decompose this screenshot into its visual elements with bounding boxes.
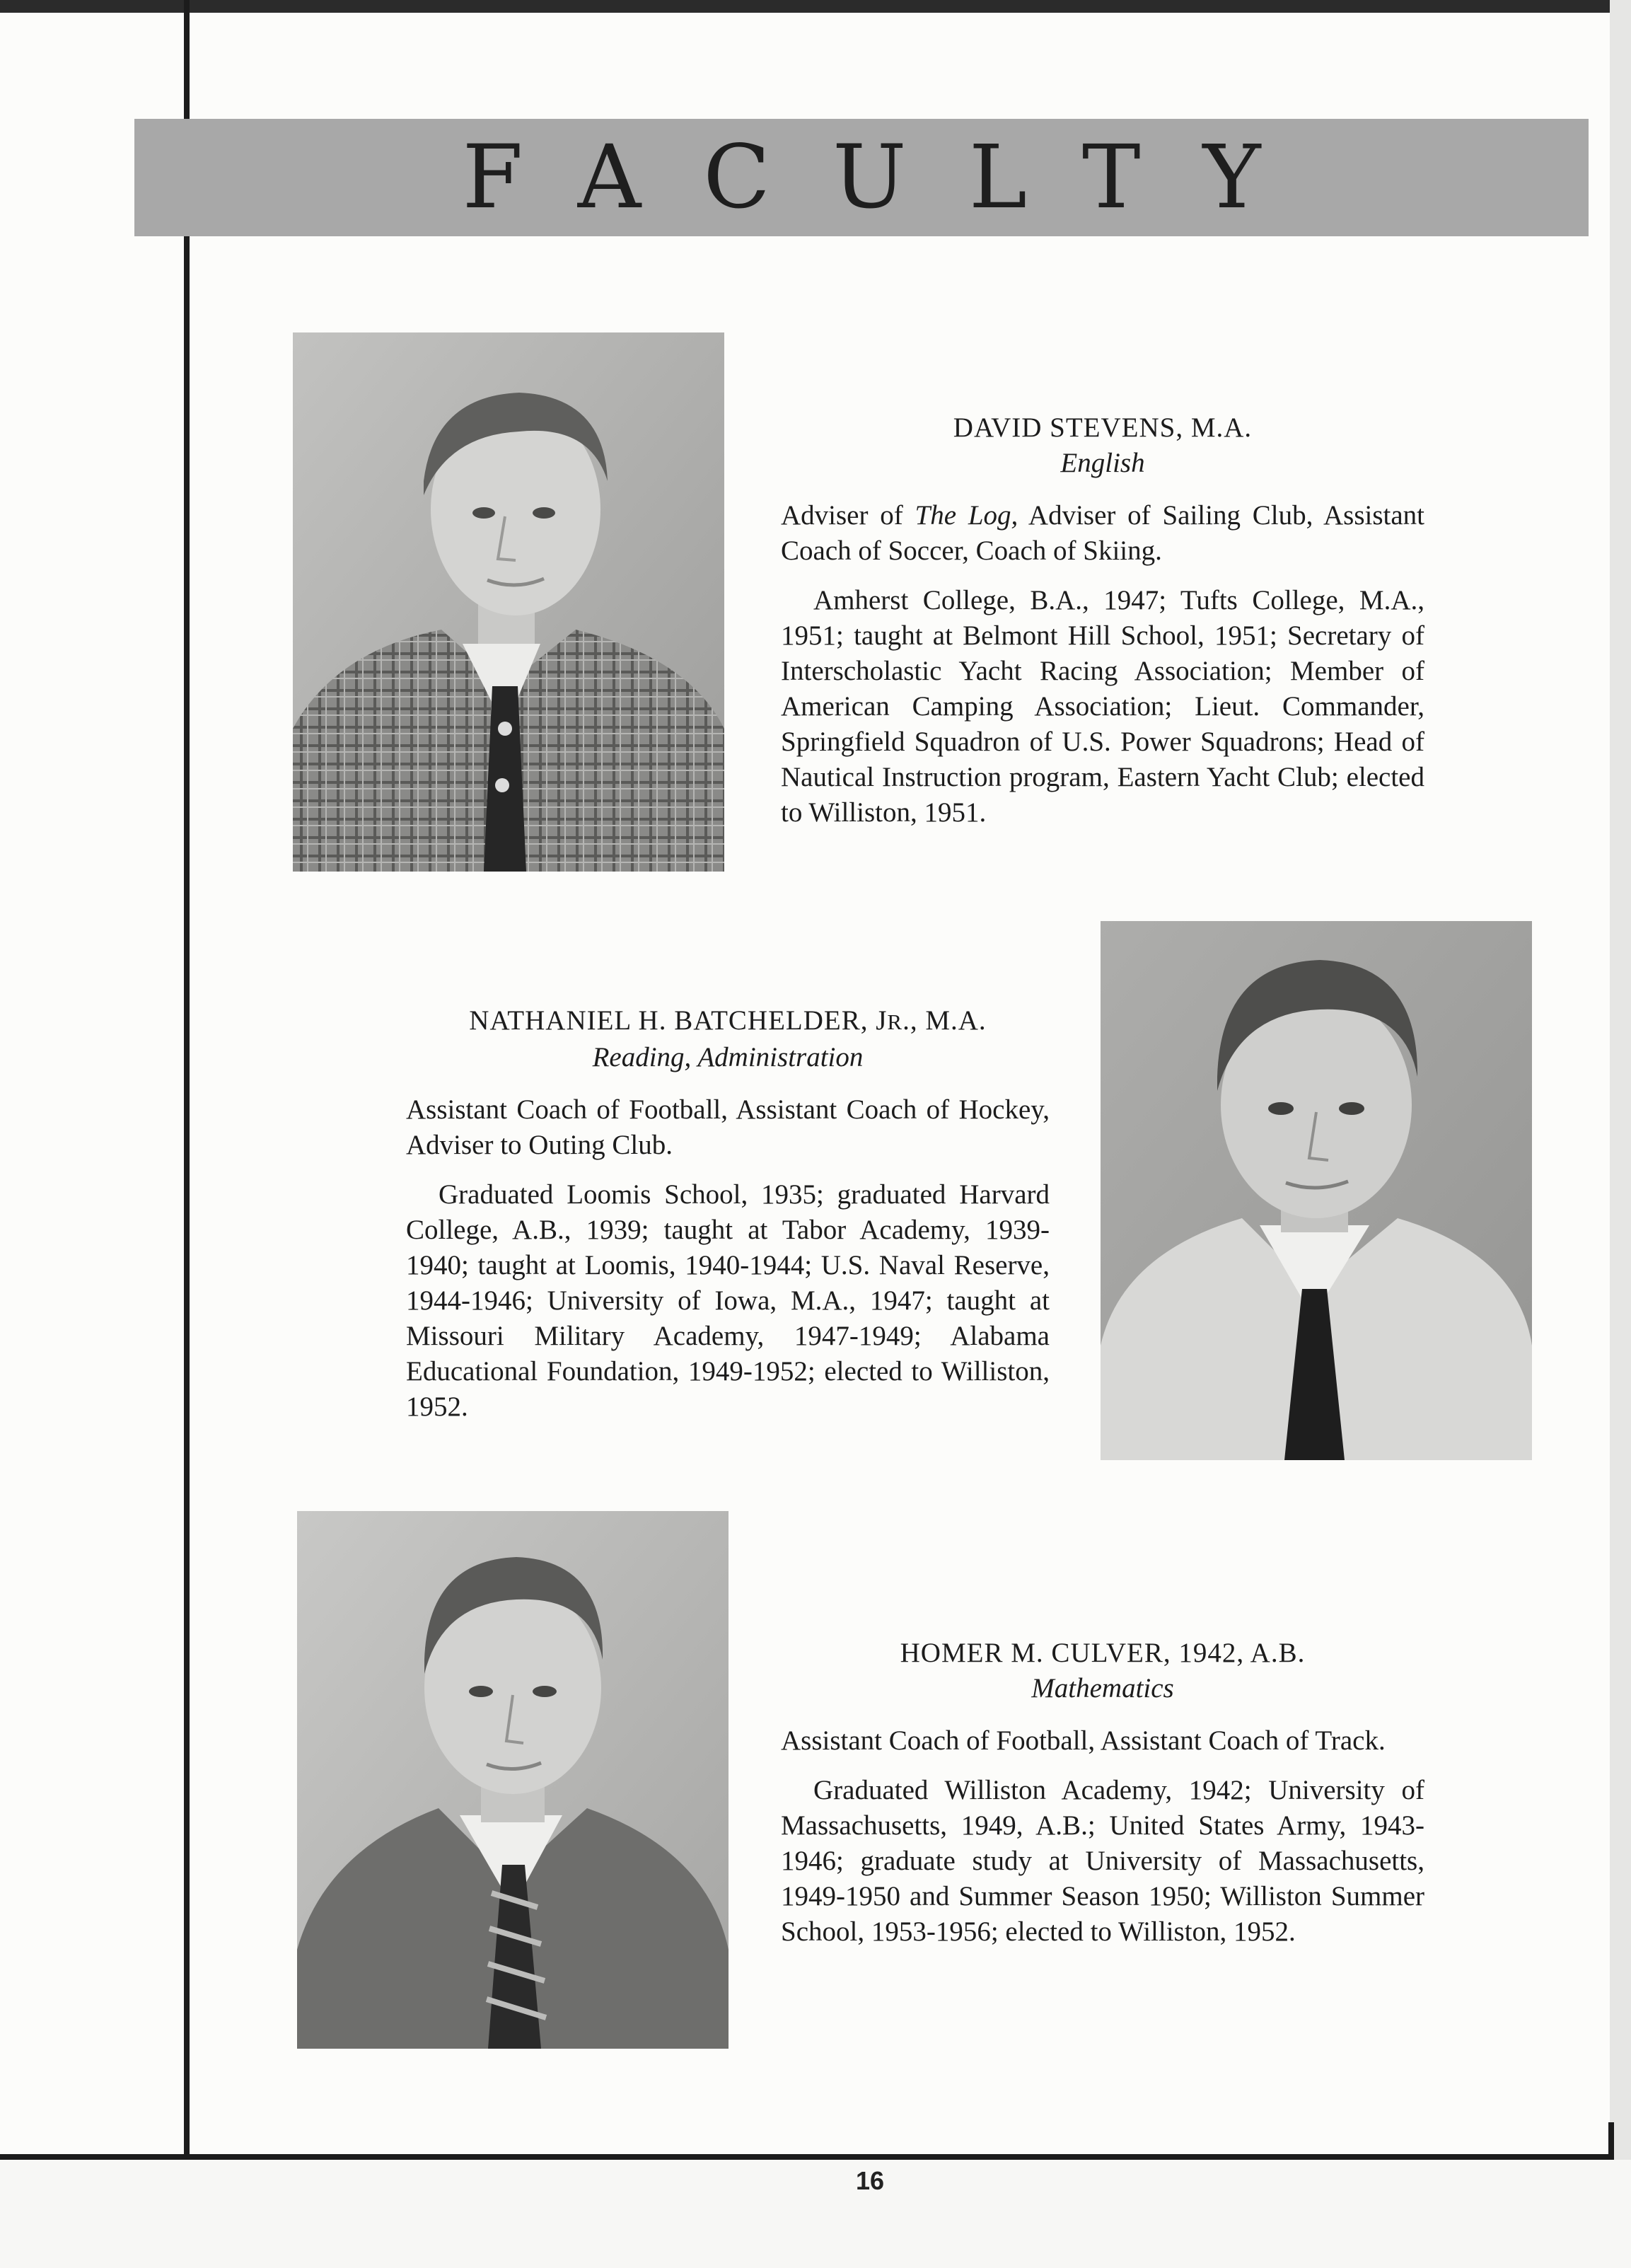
faculty-duties: Assistant Coach of Football, Assistant Coach of Track. bbox=[781, 1725, 1386, 1756]
left-vertical-rule bbox=[184, 0, 190, 2268]
name-text: NATHANIEL H. BATCHELDER, J bbox=[469, 1005, 888, 1036]
right-margin bbox=[1610, 0, 1631, 2268]
bio-homer-culver bbox=[781, 1636, 1424, 1964]
right-corner-rule bbox=[1608, 2122, 1614, 2160]
faculty-bio: Graduated Loomis School, 1935; graduated Harvard College, A.B., 1939; taught at Tabor Academy, 1939-1940; taught at Loomis, 1940-1944; U.S. Naval Reserve, 1944-1946; University of Iowa, M.A., 1947; taught at Missouri Military Academy, 1947-1949; Alabama Educational Foundation, 1949-1952; elected to Williston, 1952. bbox=[406, 1179, 1050, 1422]
faculty-name: DAVID STEVENS, M.A. bbox=[953, 412, 1253, 443]
faculty-subject: English bbox=[1060, 448, 1145, 478]
name-text: ., M.A. bbox=[902, 1005, 987, 1036]
name-small-caps: R bbox=[887, 1009, 903, 1034]
title-banner bbox=[134, 119, 1589, 236]
faculty-name: HOMER M. CULVER, 1942, A.B. bbox=[900, 1638, 1306, 1668]
bio-david-stevens bbox=[781, 410, 1424, 845]
faculty-subject: Mathematics bbox=[1031, 1673, 1174, 1703]
faculty-duties bbox=[781, 498, 1424, 569]
faculty-bio: Graduated Williston Academy, 1942; University of Massachusetts, 1949, A.B.; United States Army, 1943-1946; graduate study at University of Massachusetts, 1949-1950 and Summer Season 1950; Williston Summer School, 1953-1956; elected to Williston, 1952. bbox=[781, 1775, 1424, 1947]
bottom-margin bbox=[0, 2160, 1631, 2268]
portrait-nathaniel-batchelder bbox=[1101, 921, 1532, 1460]
faculty-duties: Assistant Coach of Football, Assistant Coach of Hockey, Adviser to Outing Club. bbox=[406, 1094, 1050, 1160]
faculty-subject: Reading, Administration bbox=[592, 1042, 864, 1072]
page-title: FACULTY bbox=[462, 127, 1323, 228]
top-edge bbox=[0, 0, 1631, 13]
portrait-homer-culver bbox=[297, 1511, 729, 2049]
publication-title: The Log, bbox=[915, 500, 1018, 531]
page-number: 16 bbox=[855, 2166, 885, 2195]
bottom-horizontal-rule bbox=[0, 2154, 1614, 2160]
portrait-david-stevens bbox=[293, 332, 724, 872]
duties-text: Adviser of bbox=[781, 500, 915, 531]
duties-text: Adviser of Sailing Club, Assistant Coach of Soccer, Coach of Skiing. bbox=[781, 500, 1424, 566]
faculty-bio: Amherst College, B.A., 1947; Tufts College, M.A., 1951; taught at Belmont Hill School, 1951; Secretary of Interscholastic Yacht Racing Association; Member of American Camping Association; Lieut. Commander, Springfield Squadron of U.S. Power Squadrons; Head of Nautical Instruction program, Eastern Yacht Club; elected to Williston, 1951. bbox=[781, 585, 1424, 828]
bio-nathaniel-batchelder bbox=[406, 1003, 1050, 1439]
faculty-name bbox=[406, 1003, 1050, 1040]
